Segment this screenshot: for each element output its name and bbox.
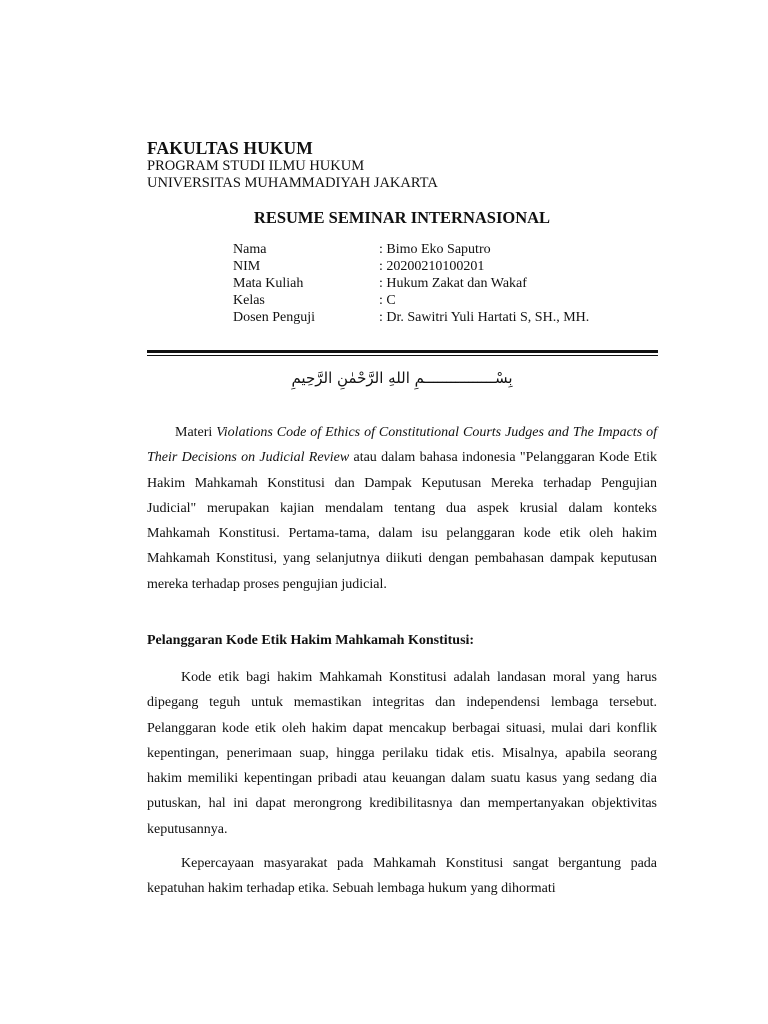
info-row-course bbox=[233, 275, 589, 292]
info-value: : Bimo Eko Saputro bbox=[379, 242, 491, 257]
header-divider-thin bbox=[147, 355, 658, 356]
info-row-class bbox=[233, 292, 589, 309]
program-name: PROGRAM STUDI ILMU HUKUM bbox=[147, 158, 365, 174]
info-label: Dosen Penguji bbox=[233, 310, 316, 325]
info-value: : 20200210100201 bbox=[379, 259, 485, 274]
document-header bbox=[147, 138, 667, 192]
seminar-title-italic: Violations Code of Ethics of Constitutional Courts Judges and The Impacts of Their Decisions on Judicial Review bbox=[147, 425, 657, 466]
info-value: : C bbox=[379, 293, 396, 308]
section-heading: Pelanggaran Kode Etik Hakim Mahkamah Konstitusi: bbox=[147, 633, 475, 648]
info-label: Kelas bbox=[233, 293, 265, 308]
header-divider-thick bbox=[147, 350, 658, 353]
basmala-text: بِسْــــــــــــــــمِ اللهِ الرَّحْمٰنِ الرَّحِيمِ bbox=[291, 369, 513, 387]
info-label: Nama bbox=[233, 242, 267, 257]
info-value: : Dr. Sawitri Yuli Hartati S, SH., MH. bbox=[379, 310, 590, 325]
paragraph-public-trust: Kepercayaan masyarakat pada Mahkamah Konstitusi sangat bergantung pada kepatuhan hakim terhadap etika. Sebuah lembaga hukum yang dihormati bbox=[147, 856, 657, 897]
info-label: NIM bbox=[233, 259, 261, 274]
document-title: RESUME SEMINAR INTERNASIONAL bbox=[253, 208, 551, 227]
info-label: Mata Kuliah bbox=[233, 276, 304, 291]
info-row-examiner bbox=[233, 309, 589, 326]
faculty-name: FAKULTAS HUKUM bbox=[147, 138, 313, 158]
university-name: UNIVERSITAS MUHAMMADIYAH JAKARTA bbox=[147, 175, 438, 191]
intro-start: Materi bbox=[175, 425, 217, 440]
info-row-name bbox=[233, 241, 589, 258]
info-row-nim bbox=[233, 258, 589, 275]
info-value: : Hukum Zakat dan Wakaf bbox=[379, 276, 527, 291]
intro-paragraph bbox=[147, 420, 657, 597]
intro-rest: atau dalam bahasa indonesia "Pelanggaran Kode Etik Hakim Mahkamah Konstitusi dan Dampak Keputusan Mereka terhadap Pengujian Judicial" merupakan kajian mendalam tentang dua aspek krusial dalam konteks Mahkamah Konstitusi. Pertama-tama, dalam isu pelanggaran kode etik oleh hakim Mahkamah Konstitusi, yang selanjutnya diikuti dengan pembahasan dampak keputusan mereka terhadap proses pengujian judicial. bbox=[147, 450, 657, 592]
student-info-table bbox=[233, 241, 589, 326]
paragraph-code-of-ethics: Kode etik bagi hakim Mahkamah Konstitusi adalah landasan moral yang harus dipegang teguh untuk memastikan integritas dan independensi lembaga tersebut. Pelanggaran kode etik oleh hakim dapat mencakup berbagai situasi, mulai dari konflik kepentingan, penerimaan suap, hingga perilaku tidak etis. Misalnya, apabila seorang hakim memiliki kepentingan pribadi atau keuangan dalam suatu kasus yang sedang dia putuskan, hal ini dapat merongrong kredibilitasnya dan mempertanyakan objektivitas keputusannya. bbox=[147, 670, 657, 837]
